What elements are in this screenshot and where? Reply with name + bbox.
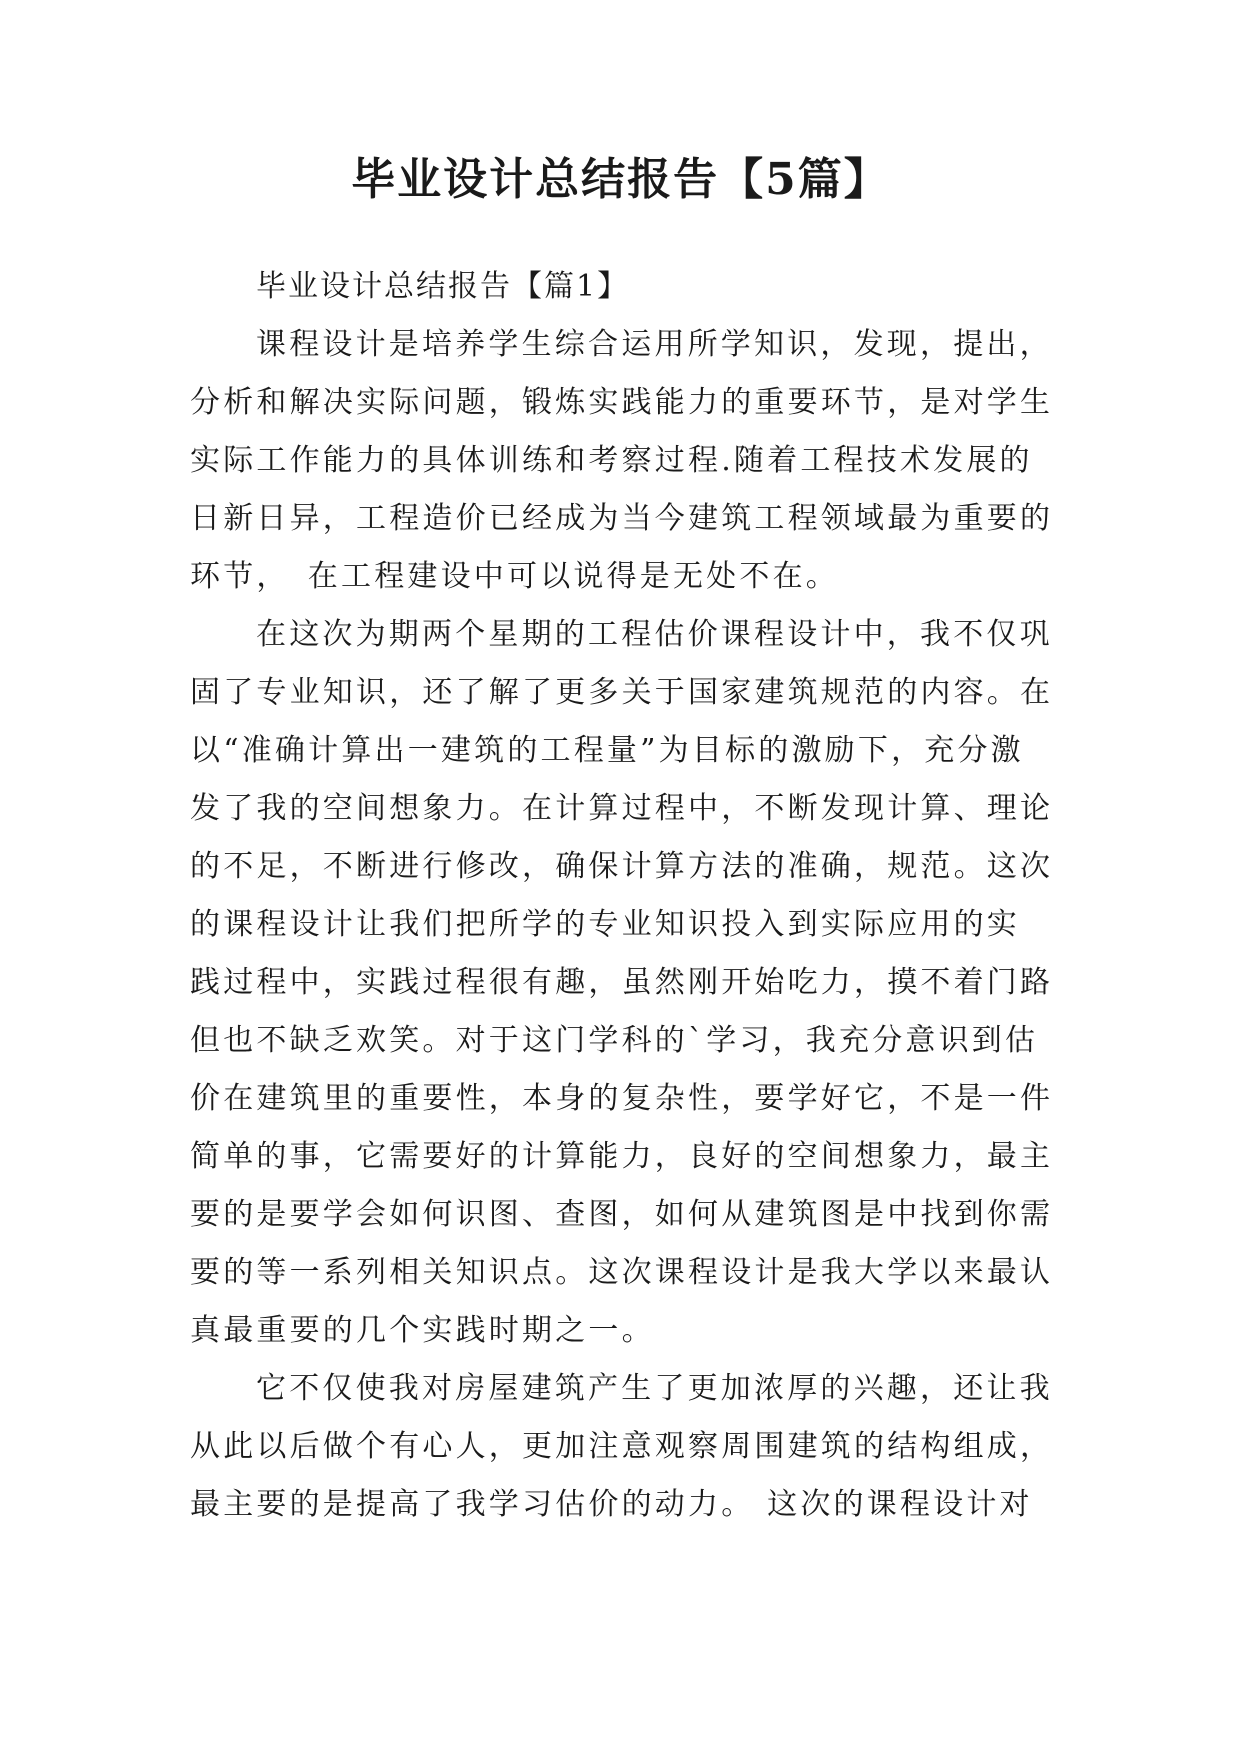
document-body: [190, 258, 1060, 1534]
text-line: 从此以后做个有心人，更加注意观察周围建筑的结构组成，: [190, 1429, 1054, 1464]
text-line: 真最重要的几个实践时期之一。: [190, 1313, 655, 1348]
text-line: 分析和解决实际问题，锻炼实践能力的重要环节，是对学生: [190, 385, 1054, 420]
paragraph-2: [190, 606, 1060, 1360]
paragraph-1: [190, 316, 1060, 606]
text-line: 固了专业知识，还了解了更多关于国家建筑规范的内容。在: [190, 675, 1054, 710]
text-line: 的不足，不断进行修改，确保计算方法的准确，规范。这次: [190, 849, 1054, 884]
text-line: 实际工作能力的具体训练和考察过程.随着工程技术发展的: [190, 443, 1033, 478]
text-line: 要的是要学会如何识图、查图，如何从建筑图是中找到你需: [190, 1197, 1054, 1232]
text-line: 践过程中，实践过程很有趣，虽然刚开始吃力，摸不着门路: [190, 965, 1054, 1000]
document-title: 毕业设计总结报告【5篇】: [351, 154, 890, 205]
text-line: 最主要的是提高了我学习估价的动力。 这次的课程设计对: [190, 1487, 1033, 1522]
text-line: 发了我的空间想象力。在计算过程中，不断发现计算、理论: [190, 791, 1054, 826]
text-line: 价在建筑里的重要性，本身的复杂性，要学好它，不是一件: [190, 1081, 1054, 1116]
text-line: 日新日异，工程造价已经成为当今建筑工程领域最为重要的: [190, 501, 1054, 536]
text-line: 在这次为期两个星期的工程估价课程设计中，我不仅巩: [256, 617, 1053, 652]
text-line: 的课程设计让我们把所学的专业知识投入到实际应用的实: [190, 907, 1020, 942]
text-line: 但也不缺乏欢笑。对于这门学科的`学习，我充分意识到估: [190, 1023, 1039, 1058]
text-line: 要的等一系列相关知识点。这次课程设计是我大学以来最认: [190, 1255, 1054, 1290]
section-heading: 毕业设计总结报告【篇1】: [256, 269, 630, 304]
text-line: 以“准确计算出一建筑的工程量”为目标的激励下，充分激: [190, 733, 1024, 768]
paragraph-3: [190, 1360, 1060, 1534]
text-line: 环节， 在工程建设中可以说得是无处不在。: [190, 559, 839, 594]
text-line: 简单的事，它需要好的计算能力，良好的空间想象力，最主: [190, 1139, 1054, 1174]
text-line: 它不仅使我对房屋建筑产生了更加浓厚的兴趣，还让我: [256, 1371, 1053, 1406]
text-line: 课程设计是培养学生综合运用所学知识，发现，提出，: [256, 327, 1053, 362]
